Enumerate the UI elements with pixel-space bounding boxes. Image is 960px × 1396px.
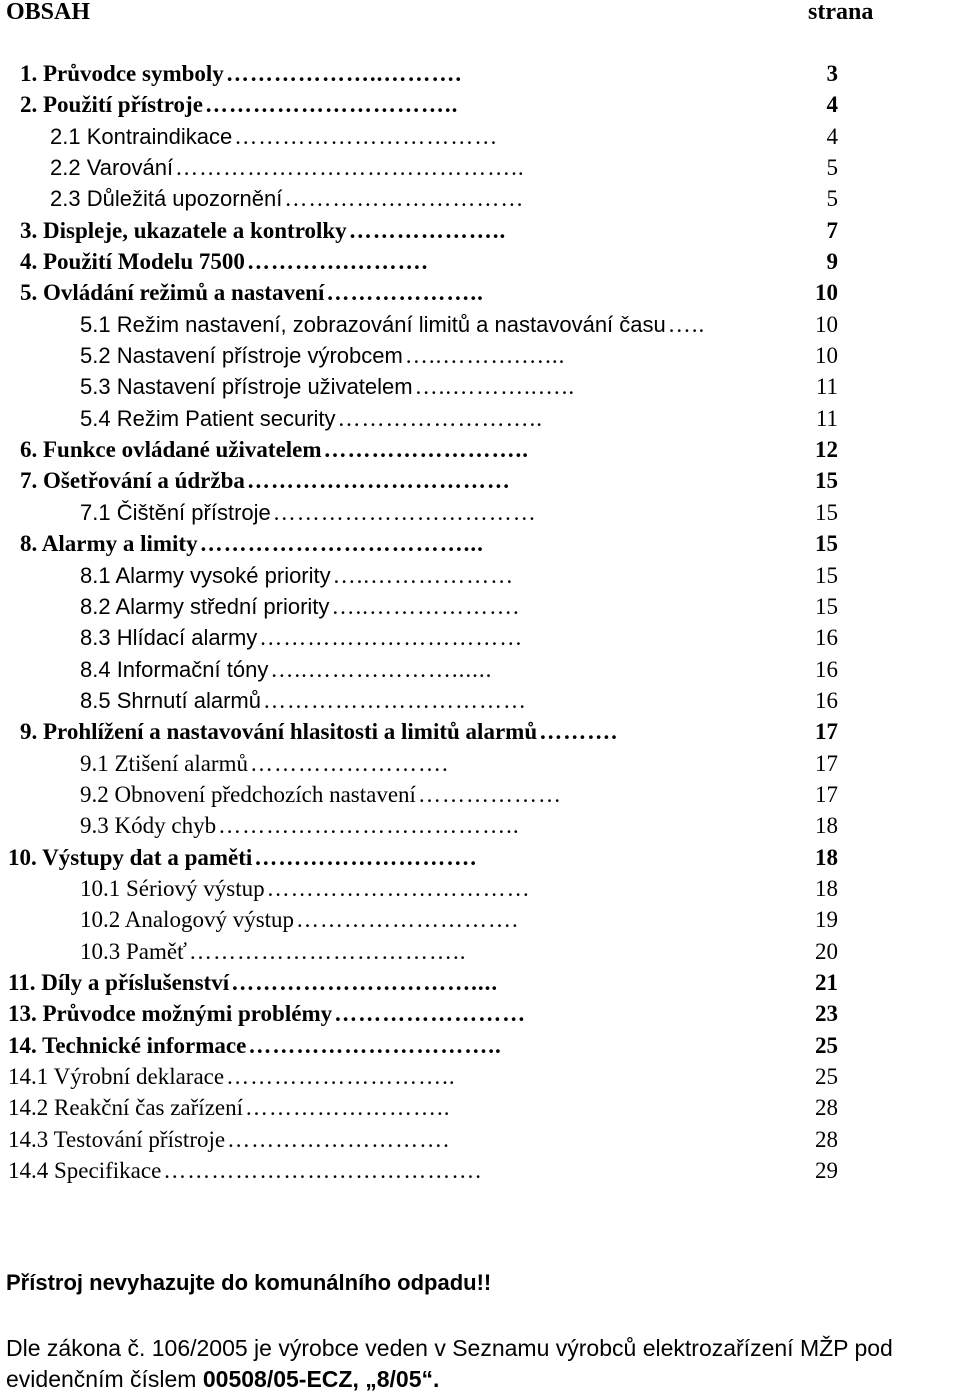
toc-entry <box>20 716 790 747</box>
toc-leader: ……………………….. <box>226 1064 456 1089</box>
toc-page-number: 4 <box>826 92 838 118</box>
toc-leader: ……………………………….. <box>218 813 520 839</box>
toc-page-number: 15 <box>815 531 838 557</box>
toc-label: 9.2 Obnovení předchozích nastavení <box>80 781 416 807</box>
toc-leader: …………………………………. <box>163 1158 483 1184</box>
toc-page-number: 16 <box>815 656 838 682</box>
toc-page-number: 25 <box>815 1032 838 1058</box>
toc-entry <box>20 277 790 308</box>
toc-entry <box>20 246 790 277</box>
toc-page-number: 10 <box>815 311 838 337</box>
toc-leader: ……………… <box>417 781 562 807</box>
toc-leader: ………………………… <box>284 186 525 212</box>
toc-page-number: 18 <box>815 844 838 870</box>
toc-page-number: 5 <box>826 155 838 181</box>
legal-notice-prefix: evidenčním číslem <box>6 1366 203 1392</box>
toc-row[interactable] <box>0 936 960 967</box>
toc-label: 2.1 Kontraindikace <box>50 123 233 149</box>
toc-entry <box>80 685 790 716</box>
toc-label: 5.3 Nastavení přístroje uživatelem <box>80 374 413 400</box>
toc-row[interactable] <box>0 591 960 622</box>
registration-number: 00508/05-ECZ, „8/05“. <box>202 1366 440 1392</box>
toc-label: 5. Ovládání režimů a nastavení <box>20 280 325 306</box>
toc-label: 14.3 Testování přístroje <box>8 1126 226 1152</box>
page-title: OBSAH <box>6 0 91 25</box>
toc-leader: ………………………. <box>227 1126 450 1152</box>
toc-row[interactable] <box>0 810 960 841</box>
toc-label: 8.2 Alarmy střední priority <box>80 593 330 619</box>
toc-page-number: 20 <box>815 938 838 964</box>
toc-entry <box>50 121 790 152</box>
toc-label: 9.1 Ztišení alarmů <box>80 750 248 776</box>
toc-label: 8. Alarmy a limity <box>20 531 198 557</box>
toc-page-number: 5 <box>826 186 838 212</box>
toc-entry <box>80 371 790 402</box>
toc-leader: ………. <box>539 719 618 745</box>
toc-row[interactable] <box>0 152 960 183</box>
toc-entry <box>80 340 790 371</box>
toc-leader: ……………….. <box>348 217 507 243</box>
toc-label: 5.2 Nastavení přístroje výrobcem <box>80 343 403 369</box>
toc-label: 10.1 Sériový výstup <box>80 875 265 901</box>
toc-row[interactable] <box>0 1030 960 1061</box>
toc-leader: …………………………… <box>266 875 531 901</box>
toc-page-number: 9 <box>826 249 838 275</box>
toc-entry <box>50 183 790 214</box>
toc-leader: ………….………. <box>246 249 429 275</box>
toc-row[interactable] <box>0 121 960 152</box>
toc-label: 2. Použití přístroje <box>20 92 203 118</box>
toc-row[interactable] <box>0 873 960 904</box>
toc-page-number: 7 <box>826 217 838 243</box>
toc-leader: …………………… <box>334 1001 527 1027</box>
legal-notice <box>6 1333 956 1395</box>
toc-row[interactable] <box>0 560 960 591</box>
toc-entry <box>8 1061 790 1092</box>
toc-label: 9. Prohlížení a nastavování hlasitosti a limitů alarmů <box>20 719 538 745</box>
toc-row[interactable] <box>0 340 960 371</box>
toc-entry <box>20 215 790 246</box>
toc-label: 9.3 Kódy chyb <box>80 813 217 839</box>
toc-label: 14.1 Výrobní deklarace <box>8 1064 225 1089</box>
toc-row[interactable] <box>0 622 960 653</box>
toc-leader: …..……….…... <box>404 343 566 369</box>
disposal-warning: Přístroj nevyhazujte do komunálního odpadu!! <box>6 1270 492 1295</box>
toc-entry <box>8 1155 790 1186</box>
toc-leader: ………………………. <box>296 907 519 933</box>
toc-entry <box>80 779 790 810</box>
toc-leader: …………………………… <box>234 123 499 149</box>
toc-entry <box>20 434 790 465</box>
toc-label: 2.3 Důležitá upozornění <box>50 186 283 212</box>
toc-leader: …………………………….. <box>188 938 467 964</box>
toc-row[interactable] <box>0 1061 960 1092</box>
toc-label: 8.5 Shrnutí alarmů <box>80 687 261 713</box>
toc-page-number: 19 <box>815 907 838 933</box>
toc-entry <box>80 936 790 967</box>
toc-entry <box>8 1030 790 1061</box>
toc-row[interactable] <box>0 246 960 277</box>
toc-label: 8.3 Hlídací alarmy <box>80 625 258 651</box>
toc-leader: …..………………. <box>331 593 520 619</box>
toc-page-number: 23 <box>815 1001 838 1027</box>
toc-page-number: 16 <box>815 687 838 713</box>
toc-leader: …………………….. <box>323 437 530 463</box>
legal-notice-line-1: Dle zákona č. 106/2005 je výrobce veden v Seznamu výrobců elektrozařízení MŽP pod <box>6 1335 893 1361</box>
toc-entry <box>80 309 790 340</box>
toc-entry <box>80 748 790 779</box>
toc-label: 10.2 Analogový výstup <box>80 907 295 933</box>
toc-label: 7.1 Čištění přístroje <box>80 499 271 525</box>
toc-entry <box>80 654 790 685</box>
toc-leader: …………………….. <box>337 405 544 431</box>
toc-row[interactable] <box>0 967 960 998</box>
toc-entry <box>80 497 790 528</box>
toc-page-number: 17 <box>815 750 838 776</box>
toc-label: 10.3 Paměť <box>80 938 187 964</box>
toc-label: 8.1 Alarmy vysoké priority <box>80 562 331 588</box>
toc-leader: …………………………………….. <box>175 155 525 181</box>
toc-entry <box>8 1124 790 1155</box>
toc-row[interactable] <box>0 1092 960 1123</box>
toc-entry <box>80 622 790 653</box>
toc-leader: ………………………….. <box>204 92 459 118</box>
toc-page-number: 18 <box>815 813 838 839</box>
toc-leader: …..……………… <box>332 562 515 588</box>
toc-label: 10. Výstupy dat a paměti <box>8 844 253 870</box>
toc-label: 13. Průvodce možnými problémy <box>8 1001 333 1027</box>
legal-notice-line-2 <box>6 1364 956 1395</box>
toc-entry <box>80 560 790 591</box>
toc-page-number: 29 <box>815 1158 838 1184</box>
toc-page-number: 16 <box>815 625 838 651</box>
toc-entry <box>80 403 790 434</box>
toc-leader: …………………………… <box>246 468 511 494</box>
toc-leader: …..………………...... <box>270 656 493 682</box>
toc-row[interactable] <box>0 748 960 779</box>
toc-page-number: 4 <box>826 123 838 149</box>
toc-row[interactable] <box>0 779 960 810</box>
toc-page-number: 28 <box>815 1126 838 1152</box>
toc-label: 5.1 Režim nastavení, zobrazování limitů a nastavování času <box>80 311 666 337</box>
toc-entry <box>20 465 790 496</box>
toc-row[interactable] <box>0 89 960 120</box>
toc-row[interactable] <box>0 685 960 716</box>
toc-row[interactable] <box>0 277 960 308</box>
toc-leader: ………………………….... <box>231 969 499 995</box>
toc-entry <box>50 152 790 183</box>
toc-page-number: 12 <box>815 437 838 463</box>
toc-page-number: 10 <box>815 343 838 369</box>
toc-page-number: 3 <box>826 61 838 86</box>
toc-leader: ……………….. <box>326 280 484 306</box>
toc-leader: ……………………………... <box>199 531 484 557</box>
page-column-heading: strana <box>808 0 874 25</box>
toc-row[interactable] <box>0 497 960 528</box>
toc-page-number: 15 <box>815 468 838 494</box>
toc-row[interactable] <box>0 528 960 559</box>
toc-leader: …………………………… <box>272 499 537 525</box>
toc-entry <box>20 58 790 89</box>
toc-label: 14. Technické informace <box>8 1032 247 1058</box>
toc-leader: …..………..….. <box>414 374 576 400</box>
toc-entry <box>80 873 790 904</box>
toc-label: 6. Funkce ovládané uživatelem <box>20 437 322 463</box>
table-of-contents <box>0 58 960 1186</box>
toc-leader: ………………………. <box>254 844 478 870</box>
toc-page-number: 10 <box>815 280 838 306</box>
toc-row[interactable] <box>0 904 960 935</box>
toc-row[interactable] <box>0 842 960 873</box>
toc-page-number: 28 <box>815 1095 838 1121</box>
toc-page-number: 25 <box>815 1064 838 1089</box>
toc-row[interactable] <box>0 1155 960 1186</box>
toc-page-number: 17 <box>815 781 838 807</box>
toc-page-number: 15 <box>815 593 838 619</box>
toc-leader: ……………………. <box>250 750 449 776</box>
toc-row[interactable] <box>0 183 960 214</box>
toc-leader: ………………..………. <box>225 61 463 86</box>
toc-row[interactable] <box>0 215 960 246</box>
toc-row[interactable] <box>0 371 960 402</box>
toc-page-number: 11 <box>815 374 838 400</box>
toc-label: 2.2 Varování <box>50 155 174 181</box>
toc-row[interactable] <box>0 434 960 465</box>
toc-leader: …………………………… <box>259 625 524 651</box>
toc-row[interactable] <box>0 403 960 434</box>
toc-page-number: 17 <box>815 719 838 745</box>
toc-leader: …………………….. <box>245 1095 451 1121</box>
toc-page-number: 15 <box>815 562 838 588</box>
toc-leader: …………………………… <box>262 687 527 713</box>
toc-row[interactable] <box>0 58 960 89</box>
toc-entry <box>20 528 790 559</box>
toc-row[interactable] <box>0 998 960 1029</box>
toc-row[interactable] <box>0 716 960 747</box>
toc-entry <box>80 591 790 622</box>
toc-row[interactable] <box>0 1124 960 1155</box>
toc-label: 7. Ošetřování a údržba <box>20 468 245 494</box>
toc-label: 14.2 Reakční čas zařízení <box>8 1095 243 1121</box>
toc-row[interactable] <box>0 654 960 685</box>
toc-entry <box>8 1092 790 1123</box>
toc-entry <box>80 810 790 841</box>
toc-label: 3. Displeje, ukazatele a kontrolky <box>20 217 347 243</box>
toc-leader: ………………………….. <box>248 1032 502 1058</box>
toc-entry <box>8 998 790 1029</box>
toc-page-number: 18 <box>815 875 838 901</box>
toc-label: 4. Použití Modelu 7500 <box>20 249 245 275</box>
toc-entry <box>8 842 790 873</box>
toc-label: 1. Průvodce symboly <box>20 61 224 86</box>
toc-label: 11. Díly a příslušenství <box>8 969 230 995</box>
toc-row[interactable] <box>0 309 960 340</box>
toc-entry <box>8 967 790 998</box>
toc-page-number: 15 <box>815 499 838 525</box>
toc-label: 14.4 Specifikace <box>8 1158 162 1184</box>
toc-page-number: 11 <box>815 405 838 431</box>
toc-page-number: 21 <box>815 969 838 995</box>
toc-entry <box>80 904 790 935</box>
toc-entry <box>20 89 790 120</box>
toc-row[interactable] <box>0 465 960 496</box>
toc-label: 8.4 Informační tóny <box>80 656 269 682</box>
toc-label: 5.4 Režim Patient security <box>80 405 336 431</box>
toc-leader: ….. <box>667 311 706 337</box>
